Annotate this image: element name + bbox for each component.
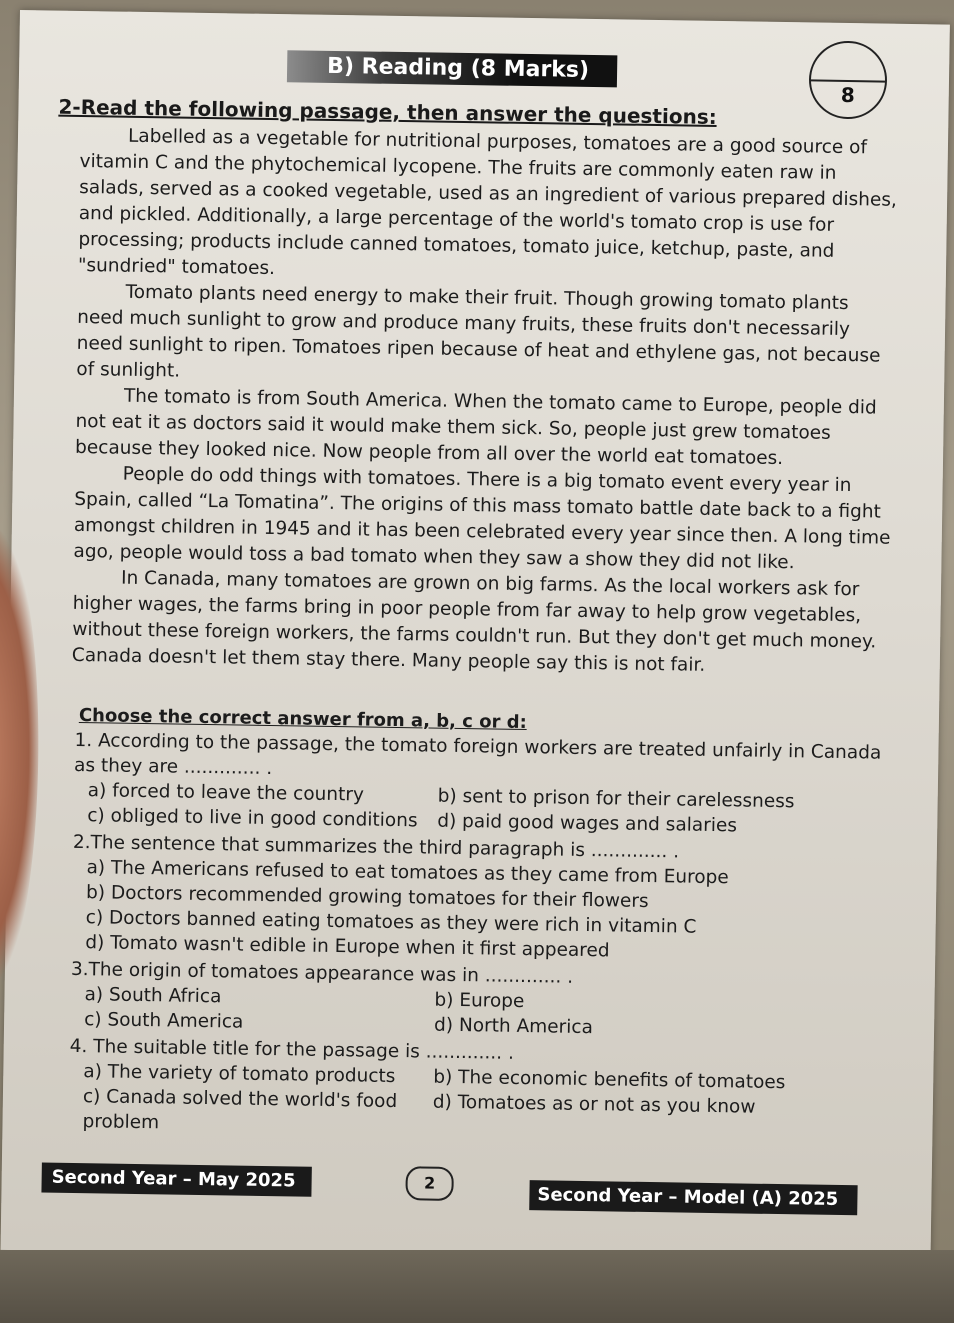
option-d[interactable]: d) paid good wages and salaries — [437, 810, 738, 837]
option-c[interactable]: c) obliged to live in good conditions — [87, 805, 418, 832]
option-d[interactable]: d) Tomatoes as or not as you know — [432, 1091, 756, 1118]
option-d[interactable]: d) Tomato wasn't edible in Europe when it first appeared — [85, 932, 610, 962]
instruction: 2-Read the following passage, then answer the questions: — [58, 94, 717, 129]
score-value: 8 — [840, 82, 855, 108]
paragraph: Labelled as a vegetable for nutritional purposes, tomatoes are a good source of vitamin C and the phytochemical lycopene. The fruits are commonly eaten raw in salads, served as a cooked vegetable, used as an ingredient of various prepared dishes, and pickled. Additionally, a large percentage of the world's tomato crop is use for processing; products include canned tomatoes, tomato juice, ketchup, paste, and "sundried" tomatoes. — [77, 125, 898, 280]
option-b[interactable]: b) Doctors recommended growing tomatoes for their flowers — [85, 882, 649, 912]
page-number: 2 — [405, 1166, 454, 1201]
reading-passage — [72, 123, 900, 682]
option-c[interactable]: c) Canada solved the world's food problem — [82, 1086, 398, 1134]
option-a[interactable]: a) The Americans refused to eat tomatoes as they came from Europe — [86, 857, 729, 889]
option-b[interactable]: b) Europe — [434, 989, 525, 1013]
question-3: 3.The origin of tomatoes appearance was in ............. . — [70, 958, 574, 988]
question-1: 1. According to the passage, the tomato foreign workers are treated unfairly in Canada as they are ............. . — [73, 729, 882, 780]
option-c[interactable]: c) South America — [83, 1009, 244, 1033]
question-4: 4. The suitable title for the passage is ............. . — [69, 1035, 515, 1064]
score-circle — [808, 40, 887, 119]
question-2: 2.The sentence that summarizes the third paragraph is ............. . — [72, 831, 680, 863]
hand-shadow — [0, 529, 42, 990]
paragraph: People do odd things with tomatoes. There is a big tomato event every year in Spain, called “La Tomatina”. The origins of this mass tomato battle date back to a fight amongst children in 1945 and it has been celebrated every year since then. A long time ago, people would toss a bad tomato when they saw a show they did not like. — [73, 463, 891, 574]
option-a[interactable]: a) The variety of tomato products — [83, 1061, 396, 1088]
option-b[interactable]: b) The economic benefits of tomatoes — [433, 1066, 786, 1094]
option-a[interactable]: a) forced to leave the country — [87, 780, 365, 806]
question-2-options — [85, 855, 892, 968]
option-b[interactable]: b) sent to prison for their carelessness — [437, 785, 795, 813]
question-4-options — [82, 1059, 889, 1147]
option-d[interactable]: d) North America — [433, 1014, 594, 1039]
footer-left-label: Second Year – May 2025 — [41, 1162, 311, 1196]
option-a[interactable]: a) South Africa — [84, 984, 222, 1008]
table-surface — [0, 1250, 954, 1323]
questions-section — [68, 705, 895, 1147]
option-c[interactable]: c) Doctors banned eating tomatoes as they were rich in vitamin C — [85, 907, 697, 938]
paragraph: The tomato is from South America. When the tomato came to Europe, people did not eat it as doctors said it would make them sick. So, people just grew tomatoes because they looked nice. Now people from all over the world eat tomatoes. — [74, 385, 877, 470]
exam-page — [1, 10, 950, 1264]
paragraph: In Canada, many tomatoes are grown on big farms. As the local workers ask for higher wages, the farms bring in poor people from far away to help grow vegetables, without these foreign workers, the farms couldn't run. But they don't get much money. Canada doesn't let them stay there. Many people say this is not fair. — [71, 567, 877, 676]
page-footer — [1, 1150, 932, 1225]
questions-heading: Choose the correct answer from a, b, c or d: — [78, 705, 527, 734]
footer-right-label: Second Year – Model (A) 2025 — [529, 1180, 857, 1215]
section-title: B) Reading (8 Marks) — [287, 50, 617, 87]
paragraph: Tomato plants need energy to make their fruit. Though growing tomato plants need much sunlight to grow and produce many fruits, these fruits don't necessarily need sunlight to ripen. Tomatoes ripen because of heat and ethylene gas, not because of sunlight. — [76, 281, 881, 382]
